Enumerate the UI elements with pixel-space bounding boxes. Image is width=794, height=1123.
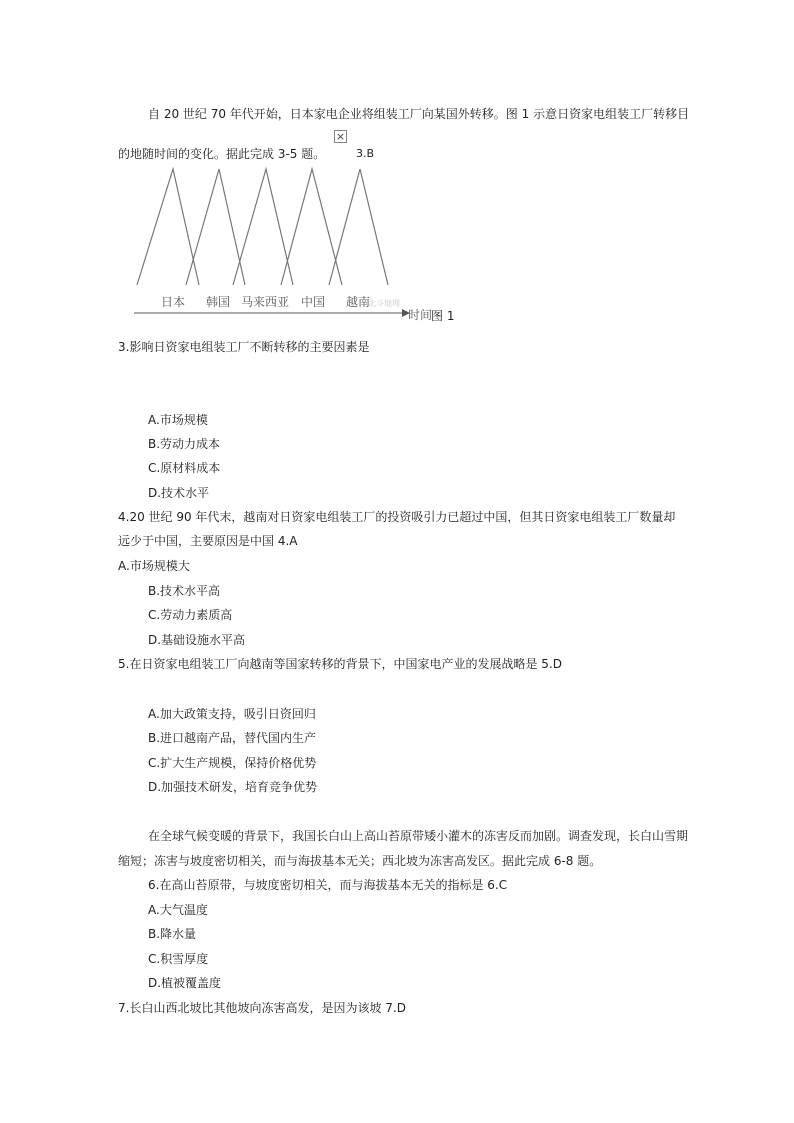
label-malaysia: 马来西亚 [241, 295, 290, 309]
q6-option-b: B.降水量 [148, 927, 197, 941]
q4-option-d: D.基础设施水平高 [148, 633, 246, 647]
intro2-line-2: 缩短；冻害与坡度密切相关，而与海拔基本无关；西北坡为冻害高发区。据此完成 6-8 题。 [118, 854, 602, 868]
intro2-line-1: 在全球气候变暖的背景下，我国长白山上高山苔原带矮小灌木的冻害反而加剧。调查发现，长白山雪期 [148, 829, 689, 843]
q6-option-d: D.植被覆盖度 [148, 976, 222, 990]
peak-china [281, 169, 342, 285]
intro-line-1: 自 20 世纪 70 年代开始，日本家电企业将组装工厂向某国外转移。图 1 示意日资家电组装工厂转移目 [148, 107, 690, 121]
q6-stem: 6.在高山苔原带，与坡度密切相关，而与海拔基本无关的指标是 6.C [148, 878, 508, 892]
q3-option-c: C.原材料成本 [148, 461, 221, 475]
q3-stem: 3.影响日资家电组装工厂不断转移的主要因素是 [118, 340, 370, 354]
label-vietnam: 越南 [346, 295, 371, 309]
q5-option-c: C.扩大生产规模，保持价格优势 [148, 756, 317, 770]
watermark: 北斗地理 [368, 299, 400, 308]
q4-option-c: C.劳动力素质高 [148, 608, 233, 622]
q3-option-a: A.市场规模 [148, 413, 208, 427]
q4-option-b: B.技术水平高 [148, 584, 221, 598]
label-japan: 日本 [161, 295, 186, 309]
q3-option-b: B.劳动力成本 [148, 437, 221, 451]
q4-option-a: A.市场规模大 [118, 559, 190, 573]
q6-option-c: C.积雪厚度 [148, 952, 209, 966]
q5-option-b: B.进口越南产品，替代国内生产 [148, 731, 317, 745]
q7-stem: 7.长白山西北坡比其他坡向冻害高发，是因为该坡 7.D [118, 1001, 406, 1015]
peak-japan [137, 169, 199, 285]
axis-label-time: 时间 [408, 308, 433, 322]
figure-caption: 图 1 [431, 309, 455, 323]
q3-option-d: D.技术水平 [148, 486, 210, 500]
label-korea: 韩国 [206, 295, 231, 309]
q5-option-a: A.加大政策支持，吸引日资回归 [148, 707, 316, 721]
label-china: 中国 [301, 295, 326, 309]
q5-stem: 5.在日资家电组装工厂向越南等国家转移的背景下，中国家电产业的发展战略是 5.D [118, 657, 562, 671]
answer-3: 3.B [356, 147, 375, 160]
broken-image-icon: × [335, 130, 346, 143]
triangle-peaks [137, 169, 388, 285]
figure-transfer-diagram [120, 160, 460, 328]
q6-option-a: A.大气温度 [148, 903, 208, 917]
peak-malaysia [233, 169, 293, 285]
q4-stem-1: 4.20 世纪 90 年代末，越南对日资家电组装工厂的投资吸引力已超过中国，但其日资家电组装工厂数量却 [118, 510, 676, 524]
q4-stem-2: 远少于中国，主要原因是中国 4.A [118, 534, 298, 548]
intro-line-2: 的地随时间的变化。据此完成 3-5 题。 [118, 147, 326, 161]
q5-option-d: D.加强技术研发，培育竞争优势 [148, 780, 318, 794]
